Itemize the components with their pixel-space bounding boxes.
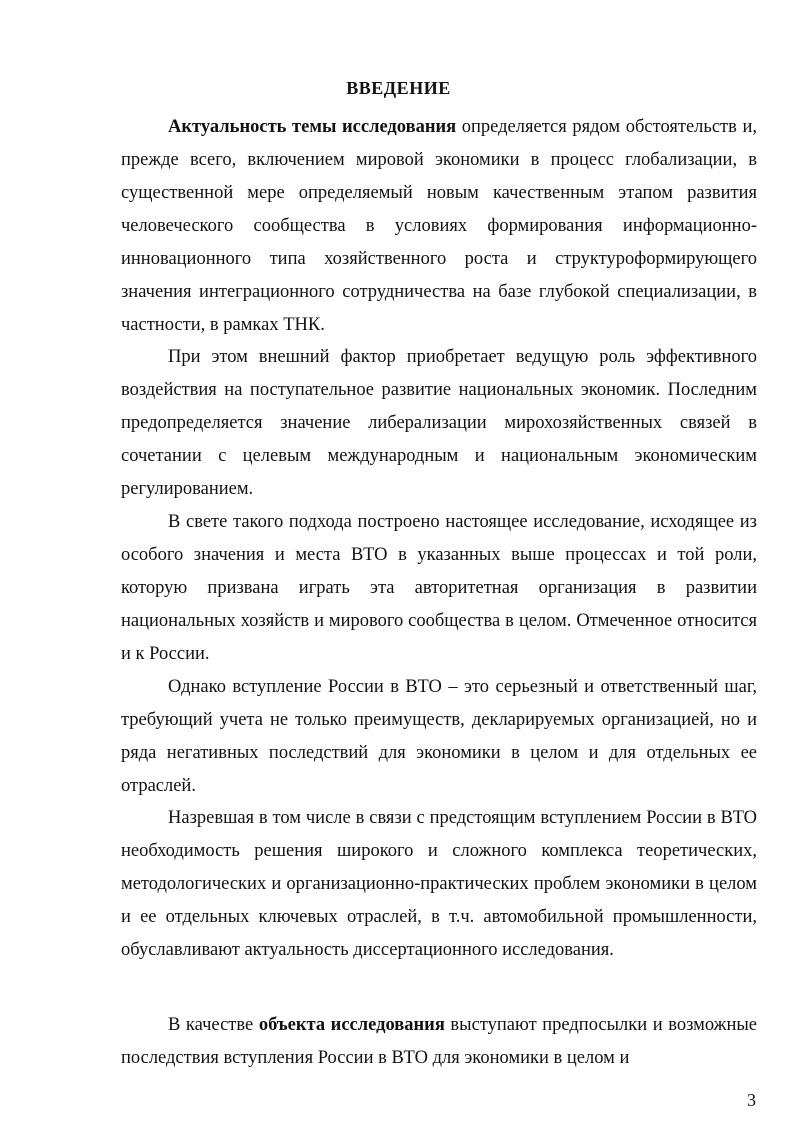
paragraph-1 [121, 111, 757, 342]
paragraph-2-text: При этом внешний фактор приобретает ведущую роль эффективного воздействия на поступательное развитие национальных экономик. Последним предопределяется значение либерализации мирохозяйственных связей в сочетании с целевым международным и национальным экономическим регулированием. [121, 347, 757, 499]
paragraph-4-text: Однако вступление России в ВТО – это серьезный и ответственный шаг, требующий учета не только преимуществ, декларируемых организацией, но и ряда негативных последствий для экономики в целом и для отдельных ее отраслей. [121, 677, 757, 796]
paragraph-6-text-after: выступают предпосылки и возможные последствия вступления России в ВТО для экономики в целом и [121, 1015, 757, 1068]
section-heading: ВВЕДЕНИЕ [346, 78, 451, 98]
paragraph-5-text: Назревшая в том числе в связи с предстоящим вступлением России в ВТО необходимость решения широкого и сложного комплекса теоретических, методологических и организационно-практических проблем экономики в целом и ее отдельных ключевых отраслей, в т.ч. автомобильной промышленности, обуславливают актуальность диссертационного исследования. [121, 808, 757, 960]
paragraph-6-text-before: В качестве [168, 1015, 259, 1035]
paragraph-6 [121, 1009, 757, 1075]
paragraph-5 [121, 802, 757, 967]
paragraph-6-bold-term: объекта исследования [258, 1015, 445, 1035]
paragraph-2 [121, 341, 757, 506]
paragraph-1-bold-lead: Актуальность темы исследования [168, 117, 457, 137]
paragraph-1-text: определяется рядом обстоятельств и, прежде всего, включением мировой экономики в процесс глобализации, в существенной мере определяемый новым качественным этапом развития человеческого сообщества в условиях формирования информационно-инновационного типа хозяйственного роста и структуроформирующего значения интеграционного сотрудничества на базе глубокой специализации, в частности, в рамках ТНК. [121, 117, 757, 335]
paragraph-4 [121, 671, 757, 803]
paragraph-3 [121, 506, 757, 671]
paragraph-3-text: В свете такого подхода построено настоящее исследование, исходящее из особого значения и места ВТО в указанных выше процессах и той роли, которую призвана играть эта авторитетная организация в развитии национальных хозяйств и мирового сообщества в целом. Отмеченное относится и к России. [121, 512, 757, 664]
page-number: 3 [747, 1090, 756, 1110]
